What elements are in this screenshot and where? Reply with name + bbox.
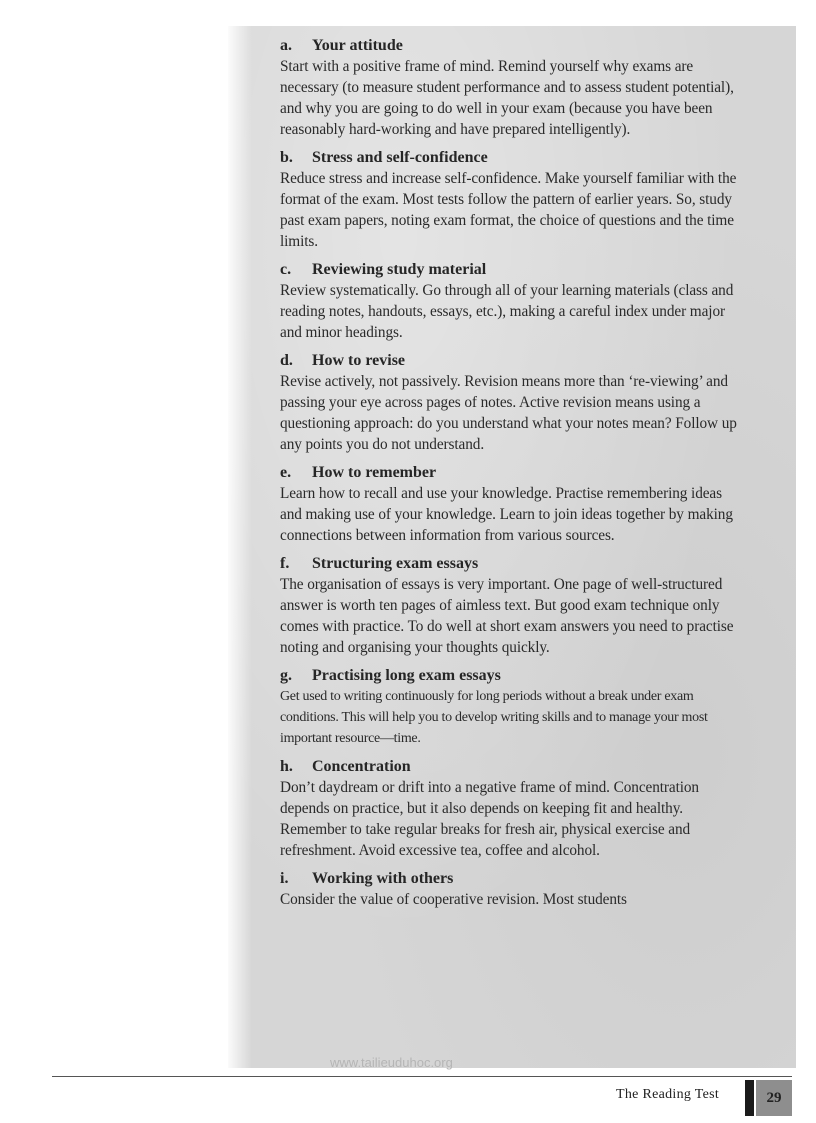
watermark-url: www.tailieuduhoc.org <box>330 1055 453 1070</box>
section-heading: g. Practising long exam essays <box>280 667 501 684</box>
scan-edge-shading <box>228 26 252 1068</box>
section-heading: b. Stress and self-confidence <box>280 149 488 166</box>
section-heading: e. How to remember <box>280 464 437 481</box>
section-how-to-remember <box>280 463 740 546</box>
section-practising-long-exam-essays <box>280 666 740 749</box>
section-heading: c. Reviewing study material <box>280 261 487 278</box>
section-text: Consider the value of cooperative revision. Most students <box>280 891 627 908</box>
section-heading: f. Structuring exam essays <box>280 555 479 572</box>
section-text: Get used to writing continuously for long periods without a break under exam conditions. This will help you to develop writing skills and to manage your most important resource—time. <box>280 689 708 746</box>
section-text: Reduce stress and increase self-confidence. Make yourself familiar with the format of the exam. Most tests follow the pattern of earlier years. So, study past exam papers, noting exam format, the choice of questions and the time limits. <box>280 170 737 250</box>
page-number: 29 <box>756 1080 792 1116</box>
section-text: Start with a positive frame of mind. Remind yourself why exams are necessary (to measure student performance and to assess student potential), and why you are going to do well in your exam (because you have been reasonably hard-working and have prepared intelligently). <box>280 58 734 138</box>
footer-rule <box>52 1076 792 1077</box>
section-reviewing-study-material <box>280 260 740 343</box>
section-how-to-revise <box>280 351 740 455</box>
section-your-attitude <box>280 36 740 140</box>
page-number-bar <box>745 1080 754 1116</box>
section-stress-self-confidence <box>280 148 740 252</box>
document-body <box>280 36 740 918</box>
section-structuring-exam-essays <box>280 554 740 658</box>
section-heading: a. Your attitude <box>280 37 403 54</box>
section-text: Don’t daydream or drift into a negative frame of mind. Concentration depends on practice, but it also depends on keeping fit and healthy. Remember to take regular breaks for fresh air, physical exercise and refreshment. Avoid excessive tea, coffee and alcohol. <box>280 779 699 859</box>
section-working-with-others <box>280 869 740 910</box>
section-text: The organisation of essays is very important. One page of well-structured answer is worth ten pages of aimless text. But good exam technique only comes with practice. To do well at short exam answers you need to practise noting and organising your thoughts quickly. <box>280 576 734 656</box>
section-text: Learn how to recall and use your knowledge. Practise remembering ideas and making use of your knowledge. Learn to join ideas together by making connections between information from various sources. <box>280 485 733 544</box>
section-text: Review systematically. Go through all of your learning materials (class and reading notes, handouts, essays, etc.), making a careful index under major and minor headings. <box>280 282 734 341</box>
section-concentration <box>280 757 740 861</box>
section-heading: h. Concentration <box>280 758 411 775</box>
section-heading: d. How to revise <box>280 352 406 369</box>
section-text: Revise actively, not passively. Revision means more than ‘re-viewing’ and passing your eye across pages of notes. Active revision means using a questioning approach: do you understand what your notes mean? Follow up any points you do not understand. <box>280 373 737 453</box>
footer-book-title: The Reading Test <box>616 1087 720 1102</box>
section-heading: i. Working with others <box>280 870 454 887</box>
